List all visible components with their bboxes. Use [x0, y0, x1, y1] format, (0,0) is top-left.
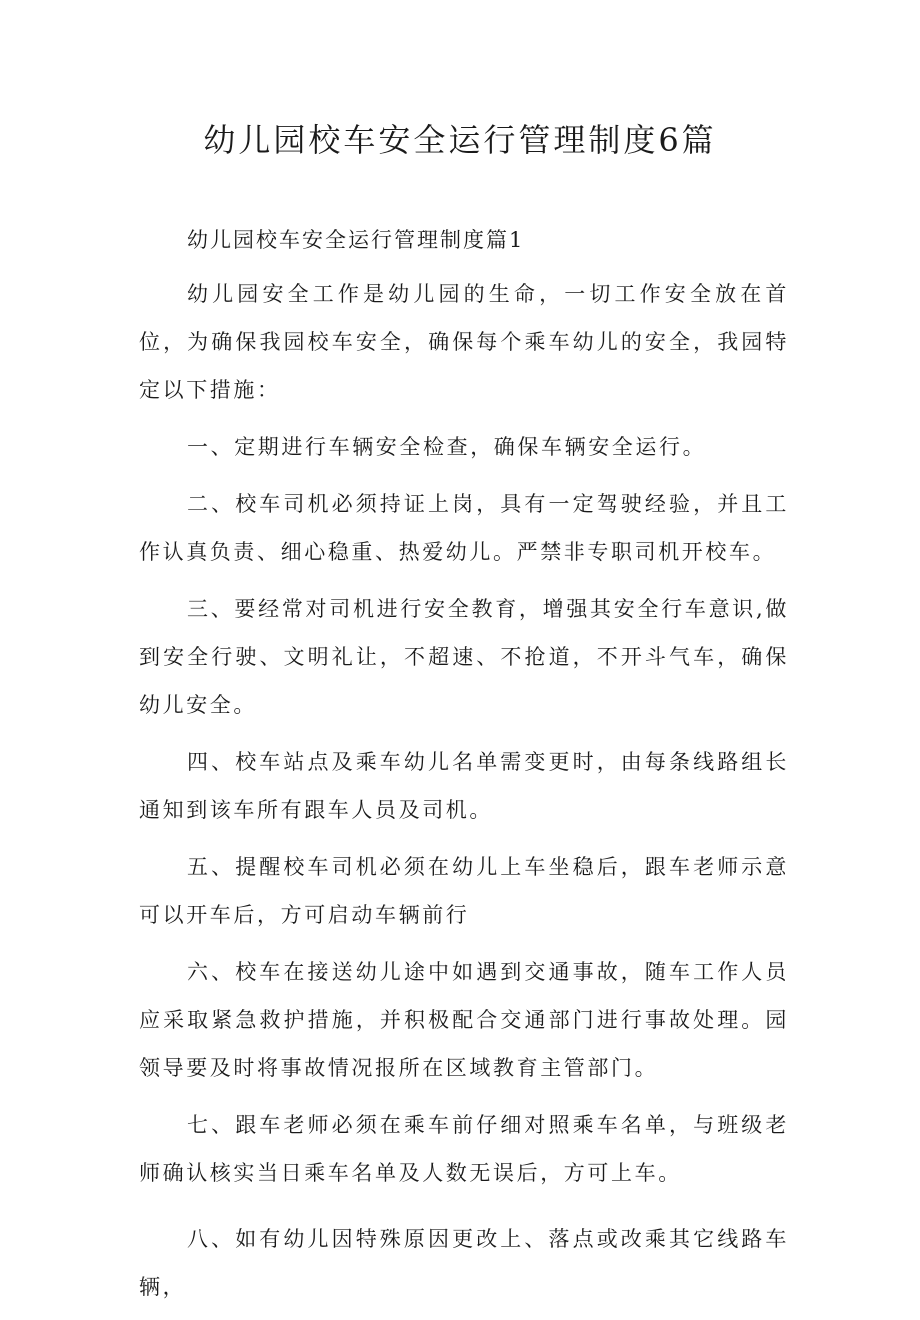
paragraph-item-4: 四、校车站点及乘车幼儿名单需变更时，由每条线路组长通知到该车所有跟车人员及司机。	[139, 750, 789, 822]
paragraph-item-3: 三、要经常对司机进行安全教育，增强其安全行车意识,做到安全行驶、文明礼让，不超速、不抢道，不开斗气车，确保幼儿安全。	[139, 597, 789, 717]
paragraph-item-8: 八、如有幼儿因特殊原因更改上、落点或改乘其它线路车辆，	[139, 1227, 789, 1299]
section-heading: 幼儿园校车安全运行管理制度篇1	[187, 228, 525, 252]
paragraph-item-5: 五、提醒校车司机必须在幼儿上车坐稳后，跟车老师示意可以开车后，方可启动车辆前行	[139, 855, 789, 927]
paragraph-intro: 幼儿园安全工作是幼儿园的生命，一切工作安全放在首位，为确保我园校车安全，确保每个乘车幼儿的安全，我园特定以下措施：	[139, 282, 789, 402]
paragraph-item-1: 一、定期进行车辆安全检查，确保车辆安全运行。	[187, 435, 707, 459]
paragraph-item-2: 二、校车司机必须持证上岗，具有一定驾驶经验，并且工作认真负责、细心稳重、热爱幼儿。严禁非专职司机开校车。	[139, 492, 789, 564]
paragraph-item-7: 七、跟车老师必须在乘车前仔细对照乘车名单，与班级老师确认核实当日乘车名单及人数无误后，方可上车。	[139, 1113, 789, 1185]
document-body	[139, 222, 789, 1320]
document-title: 幼儿园校车安全运行管理制度6篇	[203, 121, 717, 159]
paragraph-item-6: 六、校车在接送幼儿途中如遇到交通事故，随车工作人员应采取紧急救护措施，并积极配合交通部门进行事故处理。园领导要及时将事故情况报所在区域教育主管部门。	[139, 960, 789, 1080]
